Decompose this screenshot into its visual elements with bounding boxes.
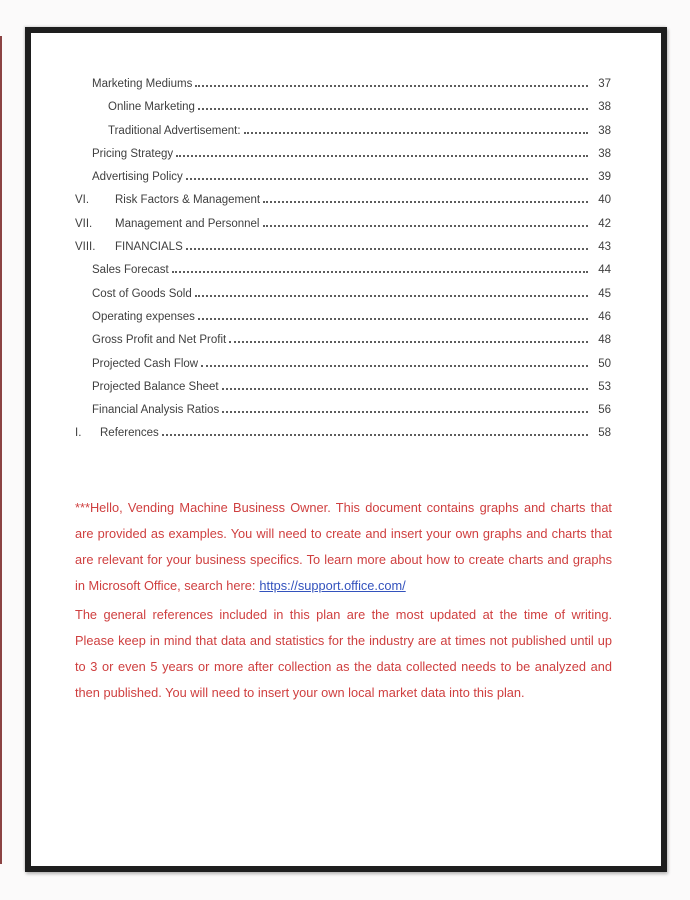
- toc-label: References: [100, 427, 159, 440]
- toc-dot-leader: [244, 131, 588, 134]
- toc-dot-leader: [229, 340, 588, 343]
- note-paragraph-1-text: ***Hello, Vending Machine Business Owner. This document contains graphs and charts that are provided as examples. You will need to create and insert your own graphs and charts that are relevant for your business specifics. To learn more about how to create charts and graphs in Microsoft Office, search here:: [75, 500, 612, 593]
- toc-page-number: 40: [598, 194, 611, 207]
- toc-numeral: I.: [75, 427, 82, 440]
- toc-label: Cost of Goods Sold: [92, 287, 192, 300]
- toc-page-number: 38: [598, 124, 611, 137]
- toc-label: Pricing Strategy: [92, 147, 174, 160]
- toc-page-number: 38: [598, 101, 611, 114]
- toc-dot-leader: [195, 294, 588, 297]
- toc-entry: [75, 171, 611, 194]
- toc-dot-leader: [172, 270, 588, 273]
- toc-entry: [75, 125, 611, 148]
- toc-dot-leader: [198, 317, 588, 320]
- toc-page-number: 46: [598, 310, 611, 323]
- toc-dot-leader: [162, 433, 588, 436]
- toc-page-number: 39: [598, 171, 611, 184]
- toc-entry: [75, 381, 611, 404]
- toc-entry: [75, 264, 611, 287]
- note-paragraph-1: [75, 495, 612, 599]
- support-office-link[interactable]: https://support.office.com/: [259, 578, 406, 593]
- toc-label: Gross Profit and Net Profit: [92, 334, 227, 347]
- toc-page-number: 45: [598, 287, 611, 300]
- document-page-frame: [25, 27, 667, 872]
- toc-entry: [75, 241, 611, 264]
- toc-page-number: 53: [598, 380, 611, 393]
- toc-entry: [75, 334, 611, 357]
- toc-page-number: 48: [598, 334, 611, 347]
- toc-label: Traditional Advertisement:: [108, 124, 241, 137]
- toc-dot-leader: [198, 107, 588, 110]
- toc-label: Advertising Policy: [92, 171, 183, 184]
- toc-entry: [75, 358, 611, 381]
- toc-numeral: VI.: [75, 194, 90, 207]
- toc-label: Projected Balance Sheet: [92, 380, 219, 393]
- toc-label: FINANCIALS: [115, 241, 183, 254]
- toc-entry: [75, 427, 611, 450]
- toc-page-number: 56: [598, 404, 611, 417]
- toc-page-number: 50: [598, 357, 611, 370]
- table-of-contents: [75, 78, 611, 451]
- toc-label: Management and Personnel: [115, 217, 260, 230]
- toc-page-number: 42: [598, 217, 611, 230]
- toc-label: Financial Analysis Ratios: [92, 404, 220, 417]
- toc-page-number: 44: [598, 264, 611, 277]
- toc-label: Marketing Mediums: [92, 78, 193, 90]
- toc-dot-leader: [263, 224, 589, 227]
- toc-numeral: VII.: [75, 217, 93, 230]
- red-notice-section: [75, 495, 612, 709]
- toc-label: Operating expenses: [92, 310, 195, 323]
- toc-entry: [75, 218, 611, 241]
- toc-page-number: 58: [598, 427, 611, 440]
- toc-dot-leader: [195, 84, 588, 87]
- toc-dot-leader: [222, 387, 588, 390]
- toc-entry: [75, 101, 611, 124]
- toc-entry: [75, 404, 611, 427]
- toc-numeral: VIII.: [75, 241, 96, 254]
- toc-entry: [75, 288, 611, 311]
- toc-dot-leader: [186, 247, 588, 250]
- toc-dot-leader: [201, 364, 588, 367]
- toc-entry: [75, 311, 611, 334]
- toc-page-number: 38: [598, 147, 611, 160]
- toc-label: Projected Cash Flow: [92, 357, 199, 370]
- toc-label: Online Marketing: [108, 101, 195, 114]
- document-page: [31, 33, 661, 866]
- toc-dot-leader: [263, 200, 588, 203]
- scan-edge-artifact: [0, 36, 2, 864]
- toc-entry: [75, 194, 611, 217]
- toc-page-number: 43: [598, 241, 611, 254]
- toc-dot-leader: [176, 154, 588, 157]
- toc-dot-leader: [222, 410, 588, 413]
- toc-label: Sales Forecast: [92, 264, 169, 277]
- toc-label: Risk Factors & Management: [115, 194, 261, 207]
- toc-entry: [75, 78, 611, 101]
- toc-entry: [75, 148, 611, 171]
- toc-dot-leader: [186, 177, 588, 180]
- toc-page-number: 37: [598, 78, 611, 90]
- note-paragraph-2: The general references included in this plan are the most updated at the time of writing. Please keep in mind that data and statistics for the industry are at times not published until up to 3 or even 5 years or more after collection as the data collected needs to be analyzed and then published. You will need to insert your own local market data into this plan.: [75, 607, 612, 700]
